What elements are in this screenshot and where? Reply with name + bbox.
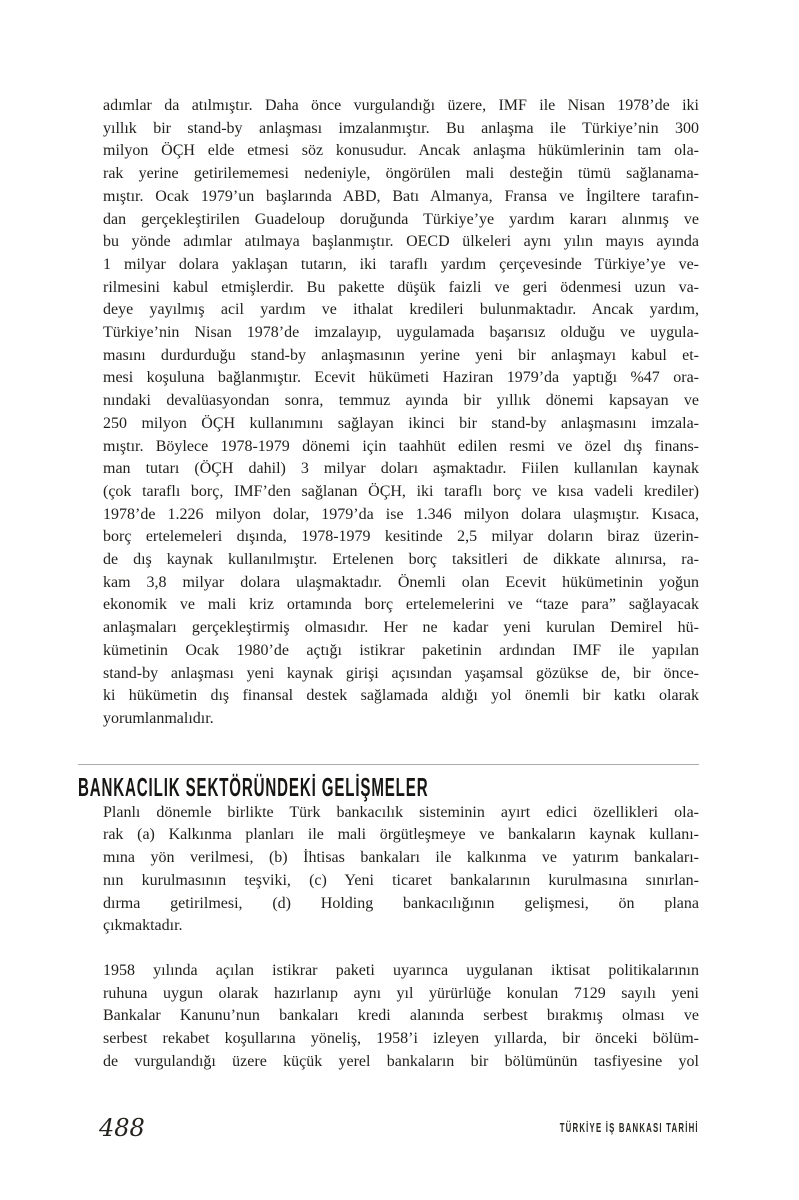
text-line: rak (a) Kalkınma planları ile mali örgütleşmeye ve bankaların kaynak kullanı- (103, 826, 699, 844)
text-line: dan gerçekleştirilen Guadeloup doruğunda Türkiye’ye yardım kararı alınmış ve (103, 210, 699, 228)
paragraph (78, 960, 699, 1074)
text-line: kümetinin Ocak 1980’de açtığı istikrar paketinin ardından IMF ile yapılan (103, 641, 699, 659)
text-line: de dış kaynak kullanılmıştır. Ertelenen borç taksitleri de dikkate alınırsa, ra- (103, 551, 699, 569)
text-line: rilmesini kabul etmişlerdir. Bu pakette düşük faizli ve geri ödenmesi uzun va- (103, 278, 699, 296)
text-line: nındaki devalüasyondan sonra, temmuz ayında bir yıllık dönemi kapsayan ve (103, 392, 699, 410)
text-line: Bankalar Kanunu’nun bankaları kredi alanında serbest bırakmış olması ve (103, 1007, 699, 1025)
section-heading-text: BANKACILIK SEKTÖRÜNDEKİ GELİŞMELER (78, 771, 429, 802)
paragraph (78, 802, 699, 938)
text-line: mıştır. Ocak 1979’un başlarında ABD, Batı Almanya, Fransa ve İngiltere tarafın- (103, 187, 699, 205)
section-heading-block (78, 764, 699, 800)
text-line: stand-by anlaşması yeni kaynak girişi açısından yaşamsal gözükse de, bir önce- (103, 664, 699, 682)
text-line: adımlar da atılmıştır. Daha önce vurgulandığı üzere, IMF ile Nisan 1978’de iki (103, 97, 699, 114)
text-line: yorumlanmalıdır. (103, 709, 214, 727)
text-line: yıllık bir stand-by anlaşması imzalanmıştır. Bu anlaşma ile Türkiye’nin 300 (103, 119, 699, 137)
text-line: ekonomik ve mali kriz ortamında borç ertelemelerini ve “taze para” sağlayacak (103, 596, 699, 614)
page-number: 488 (99, 1114, 145, 1142)
text-line: milyon ÖÇH elde etmesi söz konusudur. Ancak anlaşma hükümlerinin tam ola- (103, 142, 699, 160)
text-line: (çok taraflı borç, IMF’den sağlanan ÖÇH, iki taraflı borç ve kısa vadeli krediler) (103, 482, 699, 500)
text-line: kam 3,8 milyar dolara ulaşmaktadır. Önemli olan Ecevit hükümetinin yoğun (103, 573, 699, 591)
running-title: TÜRKİYE İŞ BANKASI TARİHİ (559, 1120, 699, 1135)
section-divider-rule (78, 764, 699, 765)
section-heading (78, 771, 699, 802)
text-line: man tutarı (ÖÇH dahil) 3 milyar doları aşmaktadır. Fiilen kullanılan kaynak (103, 460, 699, 478)
text-line: Türkiye’nin Nisan 1978’de imzalayıp, uygulamada başarısız olduğu ve uygula- (103, 324, 699, 342)
text-line: çıkmaktadır. (103, 917, 183, 935)
text-line: serbest rekabet koşullarına yöneliş, 1958’i izleyen yıllarda, bir önceki bölüm- (103, 1030, 699, 1048)
text-column (78, 95, 699, 1073)
text-line: de vurgulandığı üzere küçük yerel bankaların bir bölümünün tasfiyesine yol (103, 1052, 699, 1070)
text-line: 250 milyon ÖÇH kullanımını sağlayan ikinci bir stand-by anlaşmasını imzala- (103, 414, 699, 432)
text-line: 1 milyar dolara yaklaşan tutarın, iki taraflı yardım çerçevesinde Türkiye’ye ve- (103, 255, 699, 273)
text-line: rak yerine getirilememesi nedeniyle, öngörülen mali desteğin tümü sağlanama- (103, 165, 699, 183)
text-line: ki hükümetin dış finansal destek sağlamada aldığı yol önemli bir katkı olarak (103, 687, 699, 705)
text-line: 1958 yılında açılan istikrar paketi uyarınca uygulanan iktisat politikalarının (103, 961, 699, 979)
text-line: mına yön verilmesi, (b) İhtisas bankaları ile kalkınma ve yatırım bankaları- (103, 849, 699, 867)
text-line: mıştır. Böylece 1978-1979 dönemi için taahhüt edilen resmi ve özel dış finans- (103, 437, 699, 455)
text-line: Planlı dönemle birlikte Türk bankacılık sisteminin ayırt edici özellikleri ola- (103, 803, 699, 821)
text-line: ruhuna uygun olarak hazırlanıp aynı yıl yürürlüğe konulan 7129 sayılı yeni (103, 984, 699, 1002)
text-line: deye yayılmış acil yardım ve ithalat kredileri bulunmaktadır. Ancak yardım, (103, 301, 699, 319)
text-line: anlaşmaları gerçekleştirmiş olmasıdır. Her ne kadar yeni kurulan Demirel hü- (103, 619, 699, 637)
text-line: nın kurulmasının teşviki, (c) Yeni ticaret bankalarının kurulmasına sınırlan- (103, 871, 699, 889)
text-line: 1978’de 1.226 milyon dolar, 1979’da ise 1.346 milyon dolara ulaşmıştır. Kısaca, (103, 505, 699, 523)
text-line: bu yönde adımlar atılmaya başlanmıştır. OECD ülkeleri aynı yılın mayıs ayında (103, 233, 699, 251)
text-line: mesi koşuluna bağlanmıştır. Ecevit hükümeti Haziran 1979’da yaptığı %47 ora- (103, 369, 699, 387)
text-line: borç ertelemeleri dışında, 1978-1979 kesitinde 2,5 milyar doların biraz üzerin- (103, 528, 699, 546)
text-line: masını durdurduğu stand-by anlaşmasının yerine yeni bir anlaşmayı kabul et- (103, 346, 699, 364)
paragraph (78, 95, 699, 731)
text-line: dırma getirilmesi, (d) Holding bankacılığının gelişmesi, ön plana (103, 894, 699, 912)
